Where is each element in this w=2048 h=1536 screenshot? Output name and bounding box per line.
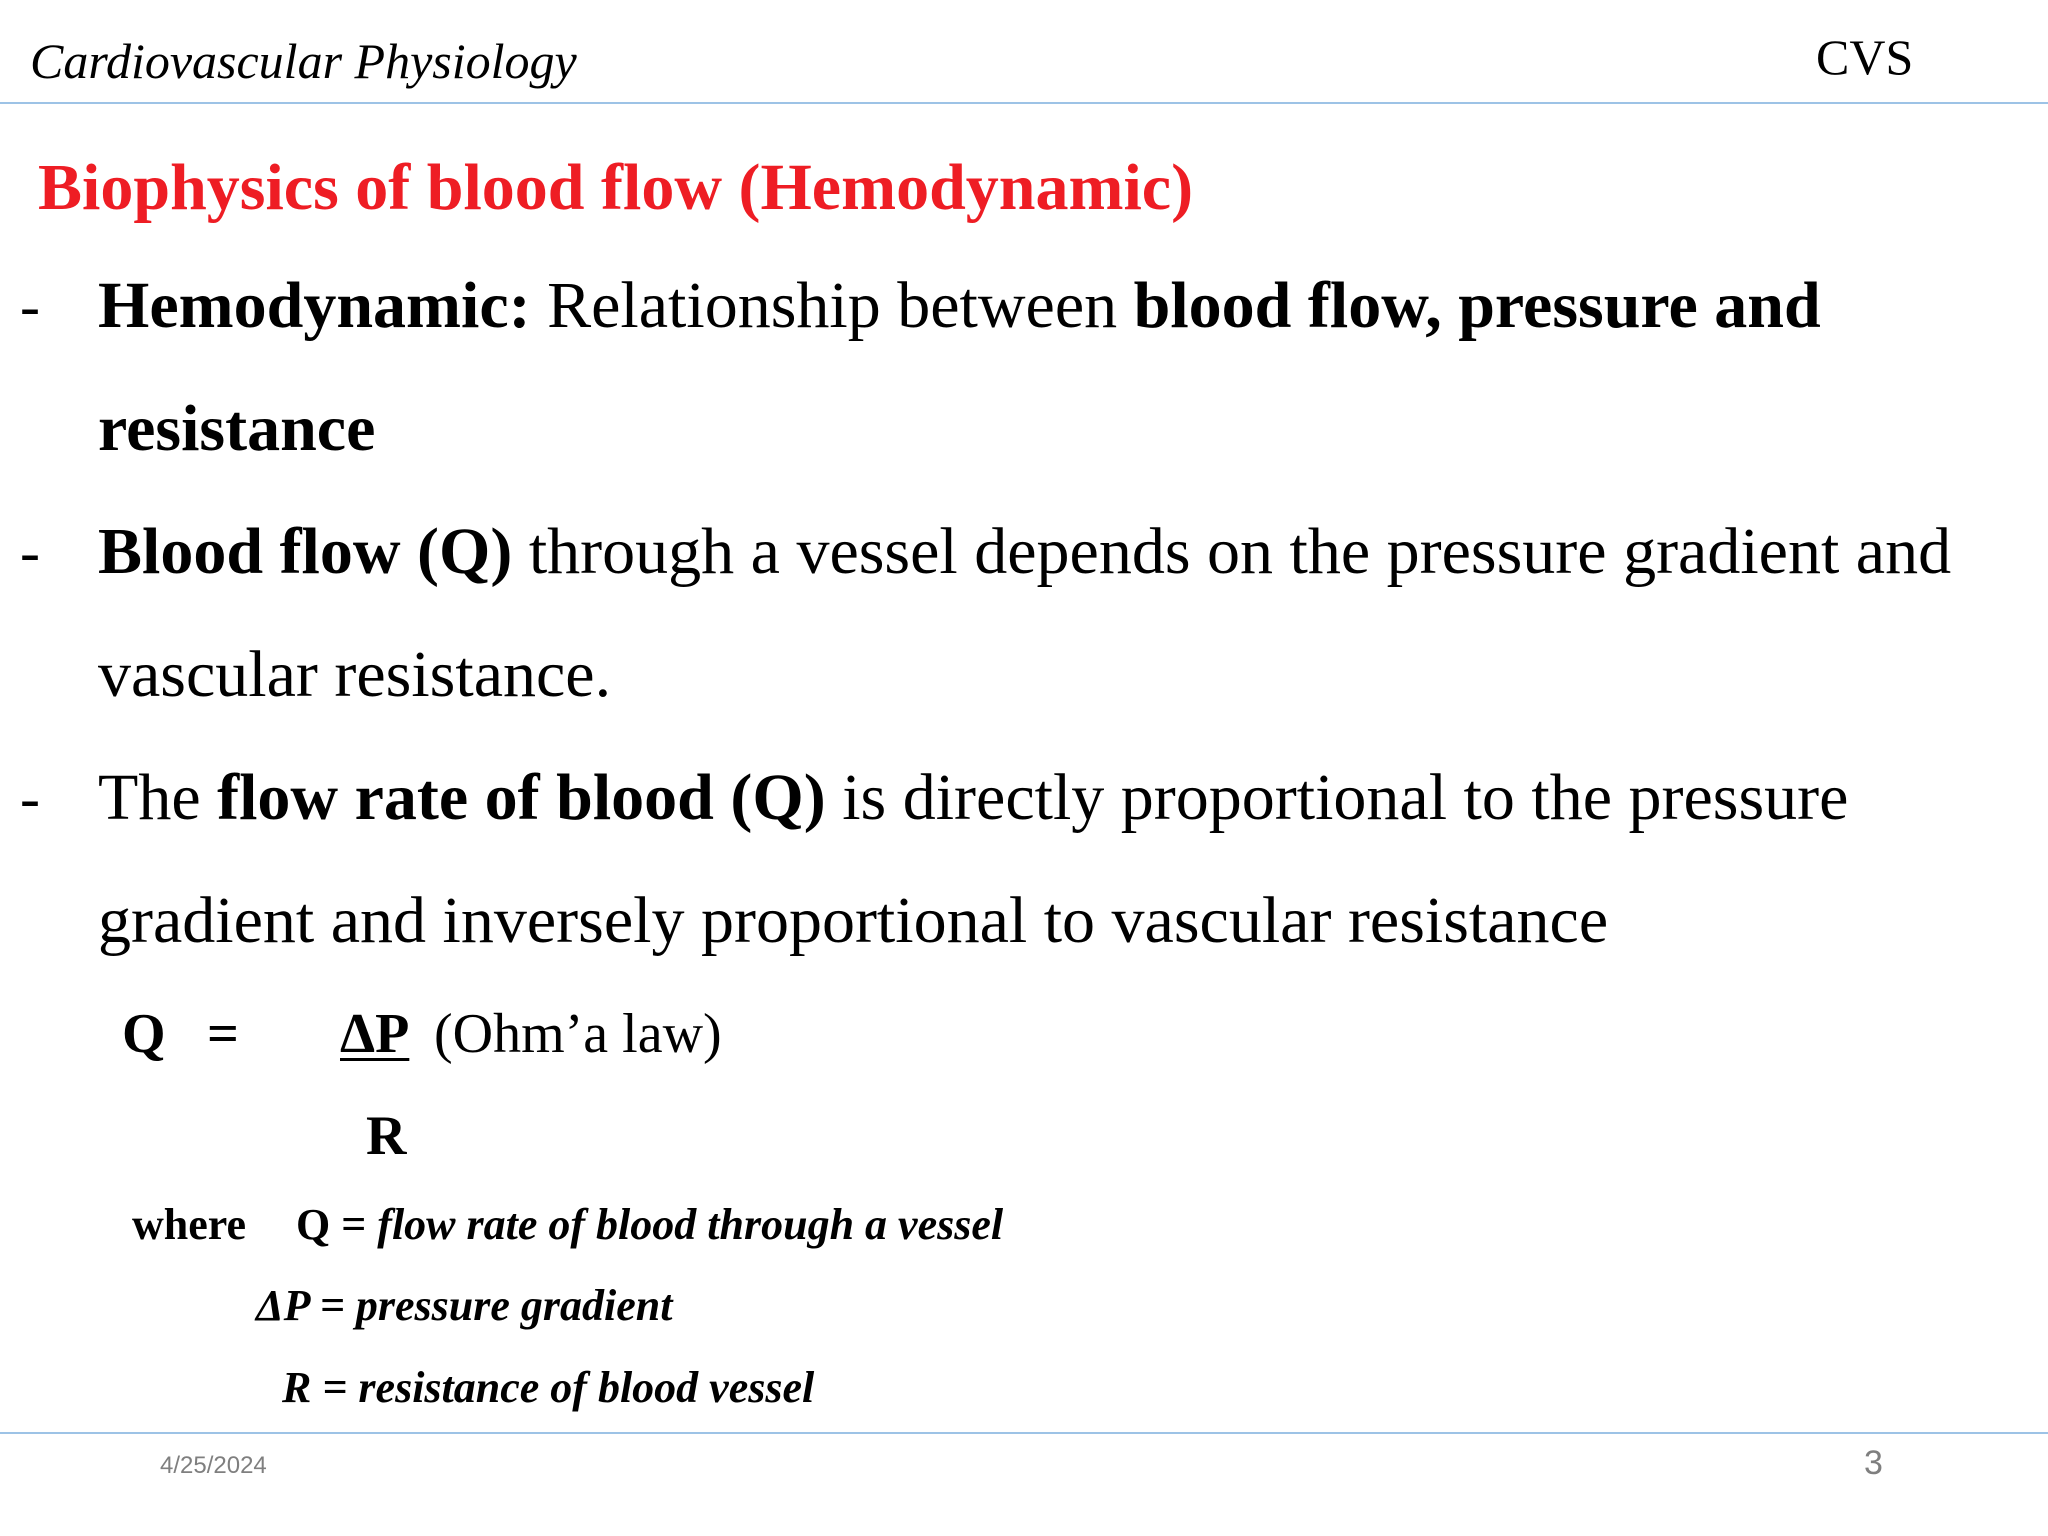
bullet-text: Relationship between [530, 269, 1134, 342]
term-hemodynamic: Hemodynamic: [98, 269, 531, 342]
definition-q [296, 1199, 1003, 1250]
bullet-dash: - [20, 519, 40, 585]
definition-r: R = resistance of blood vessel [282, 1363, 815, 1412]
bullet-2-line-1 [98, 514, 1951, 590]
equation-lhs: Q [122, 1003, 166, 1065]
definition-q-symbol: Q = [296, 1200, 378, 1249]
bullet-text: through a vessel depends on the pressure gradient and [512, 515, 1952, 588]
definitions-where: where [132, 1200, 247, 1249]
slide-title: Biophysics of blood flow (Hemodynamic) [38, 151, 1194, 224]
page-number: 3 [1864, 1444, 1883, 1482]
bullet-dash: - [20, 273, 40, 339]
bullet-1-line-2: resistance [98, 392, 376, 465]
definition-delta-p: ΔP = pressure gradient [256, 1281, 673, 1330]
header-course-code: CVS [1816, 29, 1914, 85]
bullet-1-line-1 [98, 268, 1821, 344]
bullet-text: is directly proportional to the pressure [825, 761, 1849, 834]
footer-divider [0, 1432, 2048, 1434]
bullet-3-line-2: gradient and inversely proportional to vascular resistance [98, 884, 1609, 957]
equation-equals: = [207, 1003, 239, 1065]
bullet-dash: - [20, 765, 40, 831]
bullet-2-line-2: vascular resistance. [98, 638, 612, 711]
equation-denominator: R [366, 1105, 407, 1167]
term-blood-flow: Blood flow (Q) [98, 515, 513, 588]
bullet-text: The [98, 761, 218, 834]
bullet-3-line-1 [98, 760, 1848, 836]
equation-numerator: ΔP [340, 1003, 410, 1065]
footer-date: 4/25/2024 [160, 1452, 267, 1479]
equation-note: (Ohm’a law) [434, 1003, 722, 1065]
bullet-bold-text: blood flow, pressure and [1133, 269, 1821, 342]
header-course-title: Cardiovascular Physiology [30, 33, 577, 89]
header-divider [0, 102, 2048, 104]
definition-q-text: flow rate of blood through a vessel [377, 1200, 1004, 1249]
term-flow-rate: flow rate of blood (Q) [217, 761, 826, 834]
